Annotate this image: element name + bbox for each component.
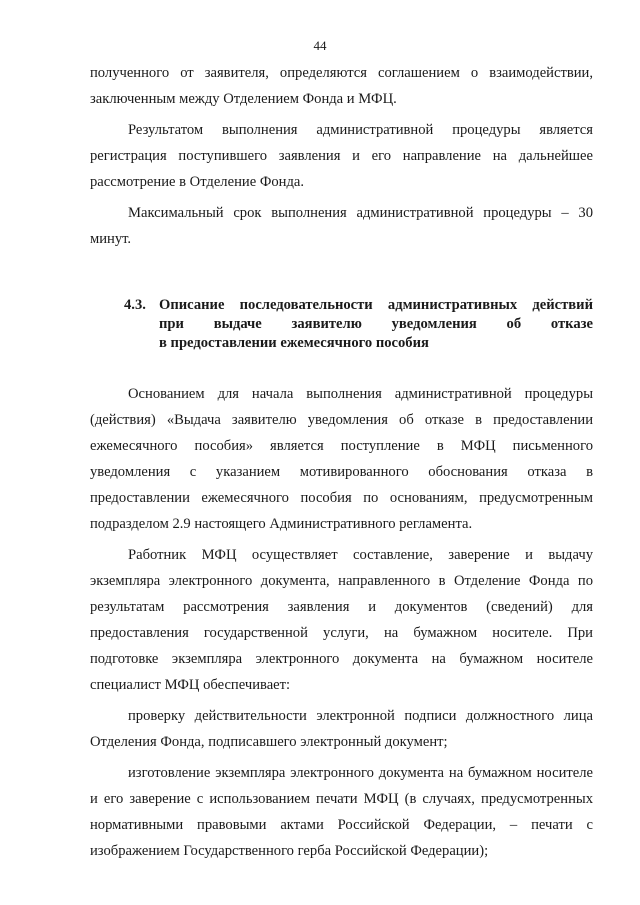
paragraph: Работник МФЦ осуществляет составление, заверение и выдачу экземпляра электронного документа, направленного в Отделение Фонда по результатам рассмотрения заявления и документов (сведений) для предоставления государственной услуги, на бумажном носителе. При подготовке экземпляра электронного документа на бумажном носителе специалист МФЦ обеспечивает: xyxy=(90,547,593,693)
paragraph: изготовление экземпляра электронного документа на бумажном носителе и его заверение с использованием печати МФЦ (в случаях, предусмотренных нормативными правовыми актами Российской Федерации, – печати с изображением Государственного герба Российской Федерации); xyxy=(90,765,593,859)
section-title xyxy=(159,296,593,353)
paragraph: Максимальный срок выполнения административной процедуры – 30 минут. xyxy=(90,205,593,247)
paragraph: Основанием для начала выполнения административной процедуры (действия) «Выдача заявителю уведомления об отказе в предоставлении ежемесячного пособия» является поступление в МФЦ письменного уведомления с указанием мотивированного обоснования отказа в предоставлении ежемесячного пособия по основаниям, предусмотренным подразделом 2.9 настоящего Административного регламента. xyxy=(90,386,593,532)
document-body xyxy=(90,60,593,864)
paragraph: полученного от заявителя, определяются соглашением о взаимодействии, заключенным между Отделением Фонда и МФЦ. xyxy=(90,65,593,107)
page-number: 44 xyxy=(313,38,327,53)
section-number: 4.3. xyxy=(124,297,146,313)
paragraph: проверку действительности электронной подписи должностного лица Отделения Фонда, подписавшего электронный документ; xyxy=(90,708,593,750)
section-title-line: в предоставлении ежемесячного пособия xyxy=(159,335,429,351)
section-heading xyxy=(124,296,593,353)
section-title-line: при выдаче заявителю уведомления об отказе xyxy=(159,316,593,332)
paragraph: Результатом выполнения административной процедуры является регистрация поступившего заявления и его направление на дальнейшее рассмотрение в Отделение Фонда. xyxy=(90,122,593,190)
section-title-line: Описание последовательности административных действий xyxy=(159,297,593,313)
